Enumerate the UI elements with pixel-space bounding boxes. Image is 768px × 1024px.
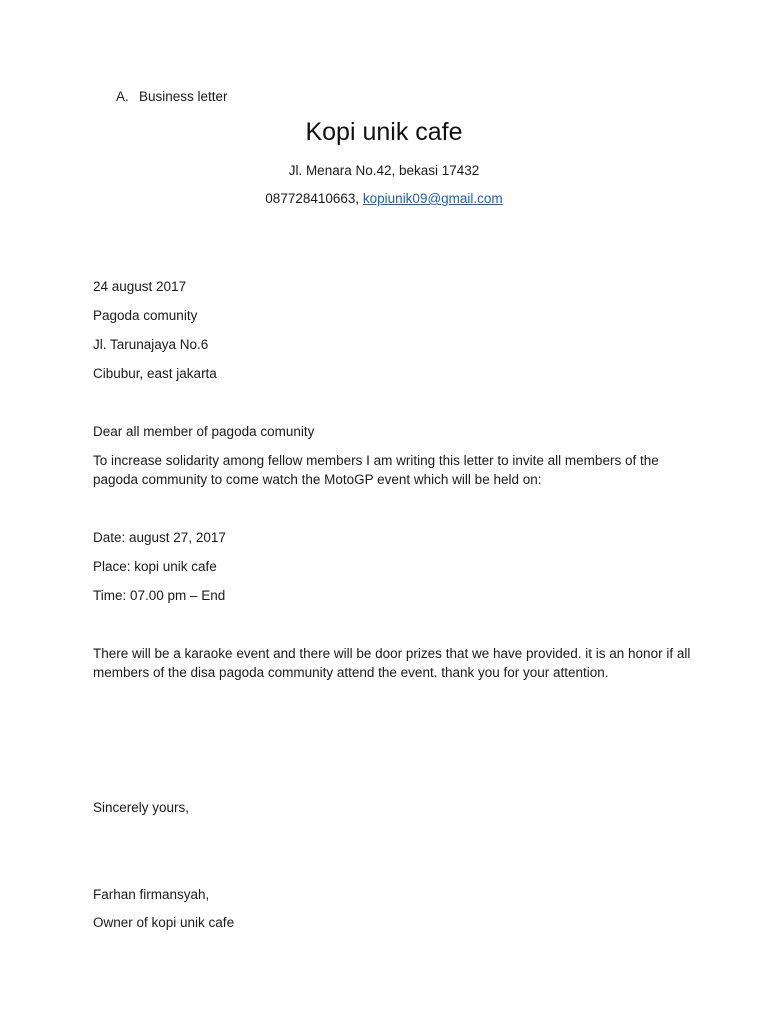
signer-title: Owner of kopi unik cafe bbox=[93, 915, 235, 930]
salutation: Dear all member of pagoda comunity bbox=[93, 424, 315, 439]
letter-date: 24 august 2017 bbox=[93, 279, 187, 294]
signer-name: Farhan firmansyah, bbox=[93, 887, 210, 902]
letterhead-phone: 087728410663, bbox=[265, 191, 363, 206]
event-date: Date: august 27, 2017 bbox=[93, 530, 226, 545]
event-place: Place: kopi unik cafe bbox=[93, 559, 217, 574]
section-heading bbox=[116, 87, 228, 106]
email-link[interactable]: kopiunik09@gmail.com bbox=[362, 191, 503, 206]
recipient-city: Cibubur, east jakarta bbox=[93, 366, 217, 381]
list-marker: A. bbox=[116, 89, 129, 104]
section-label: Business letter bbox=[139, 89, 228, 104]
letterhead-address: Jl. Menara No.42, bekasi 17432 bbox=[288, 163, 480, 178]
letterhead-contact bbox=[0, 189, 768, 208]
intro-paragraph: To increase solidarity among fellow members I am writing this letter to invite all members of the pagoda community to come watch the MotoGP event which will be held on: bbox=[93, 453, 659, 487]
recipient-name: Pagoda comunity bbox=[93, 308, 198, 323]
letterhead-title: Kopi unik cafe bbox=[305, 118, 463, 146]
sign-off: Sincerely yours, bbox=[93, 800, 190, 815]
event-time: Time: 07.00 pm – End bbox=[93, 588, 226, 603]
closing-paragraph: There will be a karaoke event and there will be door prizes that we have provided. it is an honor if all members of the disa pagoda community attend the event. thank you for your attention. bbox=[93, 646, 691, 680]
recipient-street: Jl. Tarunajaya No.6 bbox=[93, 337, 209, 352]
